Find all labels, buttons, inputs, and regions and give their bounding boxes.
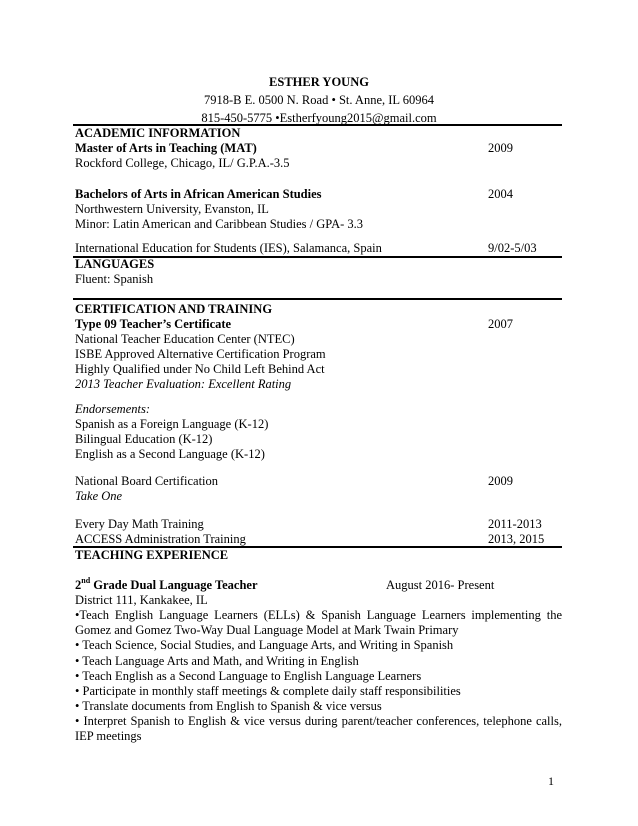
job-title-text: Grade Dual Language Teacher	[90, 578, 258, 592]
ntec: National Teacher Education Center (NTEC)	[75, 332, 295, 346]
page-number: 1	[548, 774, 554, 788]
mat-school: Rockford College, Chicago, IL/ G.P.A.-3.5	[75, 156, 290, 170]
duty-bullet: •Teach English Language Learners (ELLs) & Spanish Language Learners implementing the	[75, 608, 562, 622]
take-one: Take One	[75, 489, 123, 503]
ba-year: 2004	[488, 187, 513, 201]
teacher-evaluation: 2013 Teacher Evaluation: Excellent Rating	[75, 377, 292, 391]
duty-bullet-continuation: IEP meetings	[75, 729, 142, 743]
contact-line: 815-450-5775 •Estherfyoung2015@gmail.com	[201, 111, 437, 125]
job-dates: August 2016- Present	[386, 578, 495, 592]
candidate-name: ESTHER YOUNG	[269, 75, 369, 89]
section-heading-academic: ACADEMIC INFORMATION	[75, 126, 241, 140]
edm-years: 2011-2013	[488, 517, 542, 531]
languages-fluent: Fluent: Spanish	[75, 272, 154, 286]
endorsement-item: Bilingual Education (K-12)	[75, 432, 213, 446]
ba-degree: Bachelors of Arts in African American Studies	[75, 187, 322, 201]
duty-bullet: • Teach English as a Second Language to English Language Learners	[75, 669, 422, 683]
isbe-program: ISBE Approved Alternative Certification Program	[75, 347, 326, 361]
ies-dates: 9/02-5/03	[488, 241, 537, 255]
job-district: District 111, Kankakee, IL	[75, 593, 208, 607]
duty-bullet: • Teach Science, Social Studies, and Language Arts, and Writing in Spanish	[75, 638, 454, 652]
national-board-certification: National Board Certification	[75, 474, 219, 488]
endorsements-label: Endorsements:	[75, 402, 150, 416]
job-title-number: 2	[75, 578, 82, 592]
duty-bullet: • Interpret Spanish to English & vice versus during parent/teacher conferences, telephone calls,	[75, 714, 562, 728]
type09-certificate: Type 09 Teacher’s Certificate	[75, 317, 232, 331]
access-training: ACCESS Administration Training	[75, 532, 246, 546]
mat-year: 2009	[488, 141, 513, 155]
access-years: 2013, 2015	[488, 532, 545, 546]
endorsement-item: Spanish as a Foreign Language (K-12)	[75, 417, 269, 431]
duty-bullet-continuation: Gomez and Gomez Two-Way Dual Language Model at Mark Twain Primary	[75, 623, 459, 637]
section-divider	[73, 298, 562, 300]
highly-qualified: Highly Qualified under No Child Left Behind Act	[75, 362, 325, 376]
job-title	[75, 578, 258, 593]
everyday-math-training: Every Day Math Training	[75, 517, 204, 531]
duty-bullet: • Translate documents from English to Spanish & vice versus	[75, 699, 382, 713]
duty-bullet: • Participate in monthly staff meetings & complete daily staff responsibilities	[75, 684, 461, 698]
type09-year: 2007	[488, 317, 513, 331]
mat-degree: Master of Arts in Teaching (MAT)	[75, 141, 257, 155]
section-heading-certification: CERTIFICATION AND TRAINING	[75, 302, 273, 316]
section-heading-teaching: TEACHING EXPERIENCE	[75, 548, 229, 562]
address-line: 7918-B E. 0500 N. Road • St. Anne, IL 60964	[204, 93, 434, 107]
duty-bullet: • Teach Language Arts and Math, and Writing in English	[75, 654, 359, 668]
nbc-year: 2009	[488, 474, 513, 488]
ies-program: International Education for Students (IES), Salamanca, Spain	[75, 241, 382, 255]
ba-minor: Minor: Latin American and Caribbean Studies / GPA- 3.3	[75, 217, 364, 231]
ba-school: Northwestern University, Evanston, IL	[75, 202, 269, 216]
endorsement-item: English as a Second Language (K-12)	[75, 447, 265, 461]
job-title-ordinal: nd	[81, 576, 91, 585]
section-heading-languages: LANGUAGES	[75, 257, 155, 271]
